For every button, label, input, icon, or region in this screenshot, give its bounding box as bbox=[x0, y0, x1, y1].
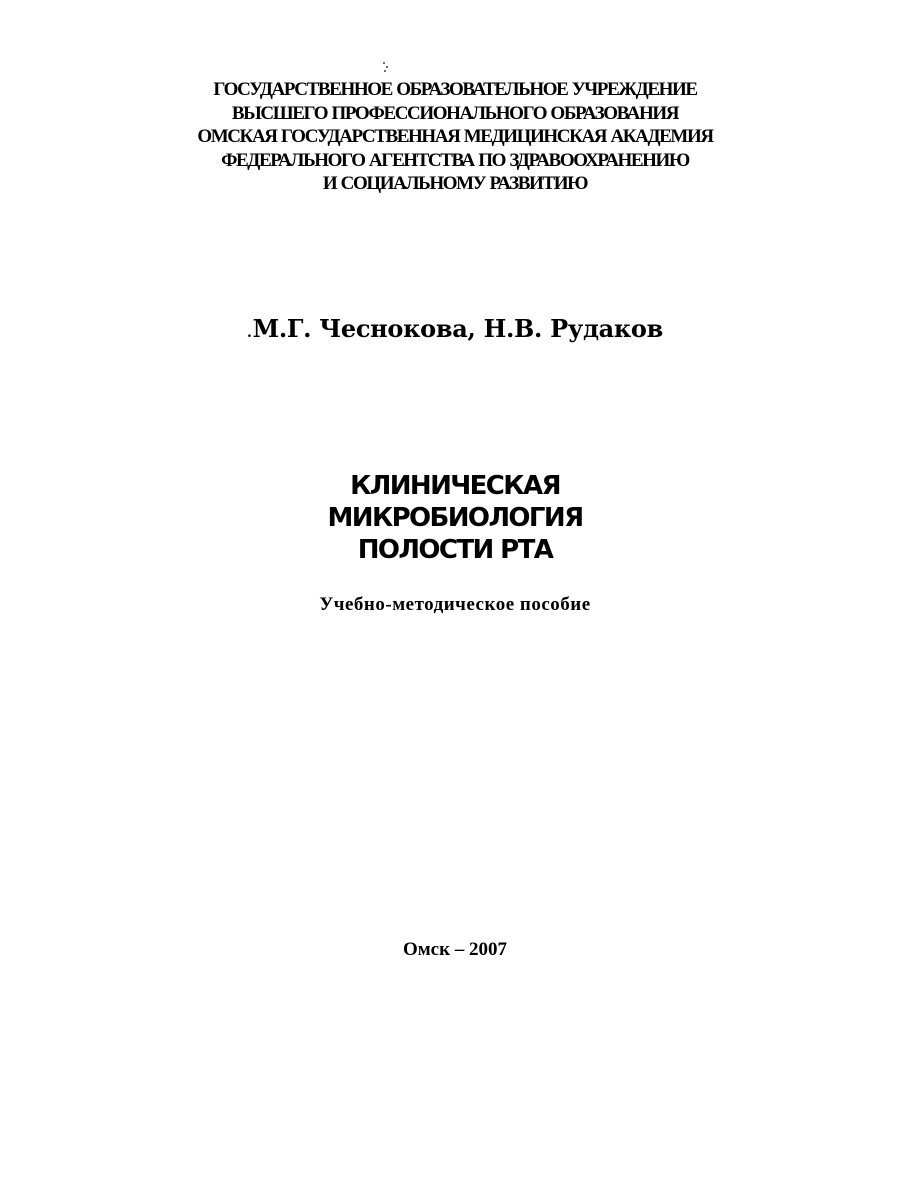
scan-speck-dot bbox=[386, 66, 388, 68]
institution-line: ФЕДЕРАЛЬНОГО АГЕНТСТВА ПО ЗДРАВООХРАНЕНИЮ bbox=[221, 149, 689, 171]
book-title-line: КЛИНИЧЕСКАЯ bbox=[350, 471, 560, 501]
imprint-city-year: Омск – 2007 bbox=[402, 939, 508, 960]
institution-line: ГОСУДАРСТВЕННОЕ ОБРАЗОВАТЕЛЬНОЕ УЧРЕЖДЕНИЕ bbox=[213, 79, 697, 100]
book-title bbox=[0, 470, 910, 566]
book-title-line: МИКРОБИОЛОГИЯ bbox=[327, 503, 583, 533]
authors-names: М.Г. Чеснокова, Н.В. Рудаков bbox=[252, 314, 664, 343]
institution-header bbox=[0, 78, 910, 196]
institution-line: И СОЦИАЛЬНОМУ РАЗВИТИЮ bbox=[322, 173, 588, 194]
book-title-line: ПОЛОСТИ РТА bbox=[357, 535, 553, 565]
scan-speck-dot bbox=[383, 62, 385, 64]
scan-artifact bbox=[383, 62, 389, 72]
institution-line: ОМСКАЯ ГОСУДАРСТВЕННАЯ МЕДИЦИНСКАЯ АКАДЕМИЯ bbox=[197, 126, 713, 147]
authors bbox=[0, 313, 910, 349]
scan-speck-dot bbox=[384, 70, 386, 72]
stray-dot: . bbox=[246, 325, 252, 341]
institution-line: ВЫСШЕГО ПРОФЕССИОНАЛЬНОГО ОБРАЗОВАНИЯ bbox=[231, 102, 679, 124]
book-subtitle: Учебно-методическое пособие bbox=[319, 594, 591, 615]
